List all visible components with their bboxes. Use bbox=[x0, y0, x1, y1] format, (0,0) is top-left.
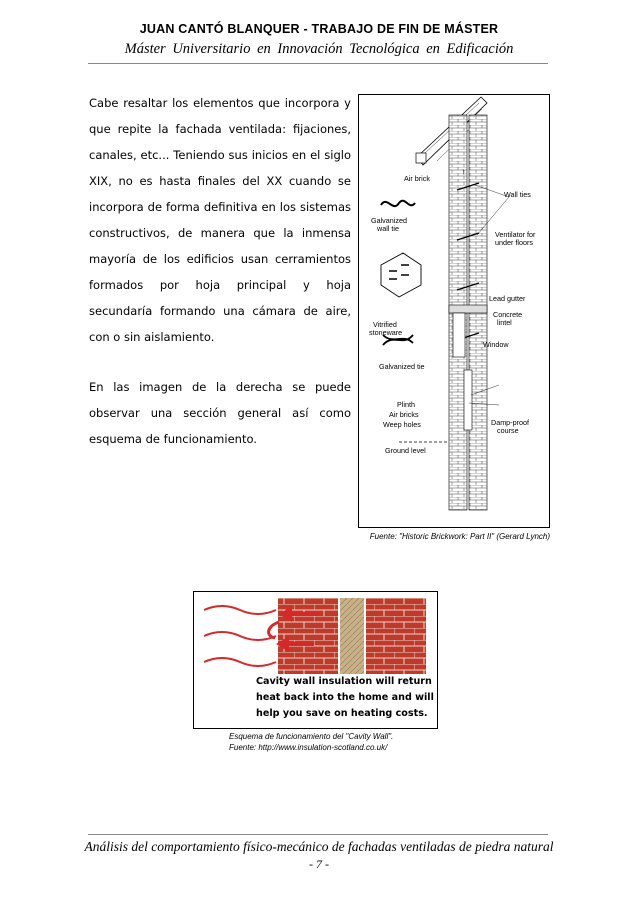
svg-text:course: course bbox=[497, 426, 519, 435]
label-air-brick: Air brick bbox=[404, 174, 430, 183]
paragraph-2: En las imagen de la derecha se puede observar una sección general así como esquema de funcionamiento. bbox=[89, 380, 351, 446]
wall-section-drawing bbox=[359, 95, 549, 527]
label-galvanized-wall-tie: Galvanized bbox=[371, 216, 407, 225]
svg-text:wall tie: wall tie bbox=[377, 224, 399, 233]
concrete-lintel bbox=[449, 305, 487, 313]
label-galvanized-tie: Galvanized tie bbox=[379, 362, 425, 371]
figure-2-caption-line-2: Fuente: http://www.insulation-scotland.co.uk/ bbox=[229, 743, 388, 752]
label-wall-ties: Wall ties bbox=[504, 190, 531, 199]
message-line-1: Cavity wall insulation will return bbox=[256, 676, 432, 687]
label-window: Window bbox=[483, 340, 509, 349]
galvanized-wall-tie-icon bbox=[381, 201, 415, 206]
header-rule bbox=[88, 63, 548, 64]
figure-2-caption-line-1: Esquema de funcionamiento del "Cavity Wall". bbox=[229, 732, 394, 741]
figure-1-caption: Fuente: "Historic Brickwork: Part II" (Gerard Lynch) bbox=[369, 532, 550, 541]
cavity-wall-message bbox=[256, 674, 434, 722]
wall-section-figure bbox=[358, 94, 550, 528]
outer-brick-leaf bbox=[366, 598, 426, 674]
svg-text:stoneware: stoneware bbox=[369, 328, 403, 337]
header-title: JUAN CANTÓ BLANQUER - TRABAJO DE FIN DE MÁSTER bbox=[139, 22, 499, 36]
label-lead-gutter: Lead gutter bbox=[489, 294, 526, 303]
header-subtitle: Máster Universitario en Innovación Tecnológica en Edificación bbox=[124, 41, 514, 57]
label-concrete-lintel: Concrete bbox=[493, 310, 523, 319]
figure-2-caption bbox=[229, 731, 489, 753]
label-vitrified-stoneware: Vitrified bbox=[373, 320, 397, 329]
message-line-2: heat back into the home and will bbox=[256, 692, 434, 703]
label-weep-holes: Weep holes bbox=[383, 420, 421, 429]
label-damp-proof: Damp-proof bbox=[491, 418, 529, 427]
svg-text:lintel: lintel bbox=[497, 318, 512, 327]
svg-text:under floors: under floors bbox=[495, 238, 533, 247]
paragraph-1: Cabe resaltar los elementos que incorpora y que repite la fachada ventilada: fijaciones, canales, etc... Teniendo sus inicios en el siglo XIX, no es hasta finales del XX cuando se incorpora de forma definitiva en los sistemas constructivos, de manera que la inmensa mayoría de los edificios usan cerramientos formados por hoja principal y hoja secundaría formando una cámara de aire, con o sin aislamiento. bbox=[89, 96, 351, 344]
window bbox=[453, 313, 465, 357]
heat-waves bbox=[204, 606, 276, 666]
gutter bbox=[416, 153, 426, 163]
footer-rule bbox=[88, 834, 548, 835]
label-air-bricks: Air bricks bbox=[389, 410, 419, 419]
page-number: - 7 - bbox=[309, 857, 329, 871]
cavity-wall-figure bbox=[193, 591, 438, 729]
label-ventilator: Ventilator for bbox=[495, 230, 536, 239]
label-plinth: Plinth bbox=[397, 400, 415, 409]
message-line-3: help you save on heating costs. bbox=[256, 708, 428, 719]
label-ground-level: Ground level bbox=[385, 446, 426, 455]
footer-title: Análisis del comportamiento físico-mecánico de fachadas ventiladas de piedra natural bbox=[84, 839, 554, 854]
body-text bbox=[89, 90, 351, 452]
downpipe bbox=[464, 370, 472, 430]
insulation-layer bbox=[340, 598, 364, 674]
